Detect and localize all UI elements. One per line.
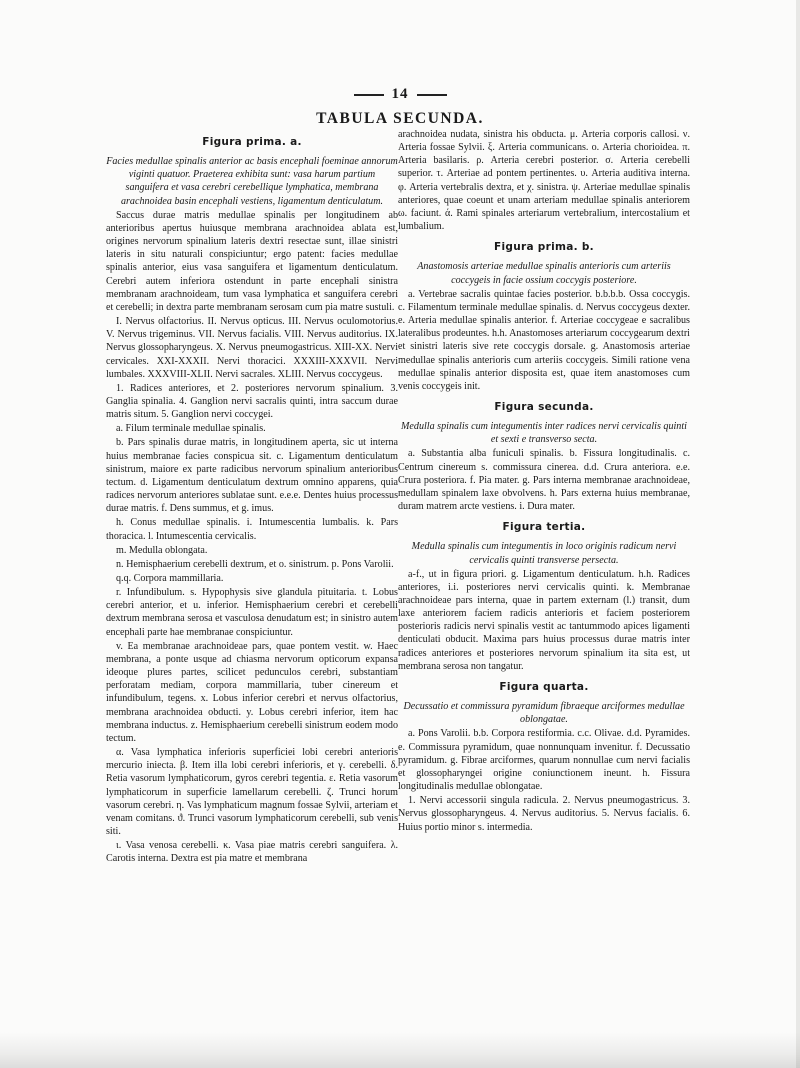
dash-left: [354, 94, 384, 96]
paragraph: α. Vasa lymphatica inferioris superficiei lobi cerebri anterioris mercurio iniecta. β. Item illa lobi cerebri inferioris, et γ. cerebelli. δ. Retia vasorum lymphaticorum, gyros cerebri tegentia. ε. Retia vasorum lymphaticorum in superficie lamellarum cerebelli. ζ. Trunci horum vasorum cerebri. η. Vas lymphaticum magnum fossae Sylvii, arteriam et venam comitans. ϑ. Trunci vasorum lymphaticorum cerebelli, sub venis siti.: [106, 747, 398, 837]
figure-heading: Figura tertia.: [502, 521, 586, 534]
figure-heading: Figura secunda.: [494, 400, 594, 413]
page-number-line: [0, 86, 800, 103]
figure-heading: Figura prima. b.: [494, 241, 594, 254]
paragraph: h. Conus medullae spinalis. i. Intumescentia lumbalis. k. Pars thoracica. l. Intumescentia cervicalis.: [106, 517, 398, 542]
figure-caption: Decussatio et commissura pyramidum fibraeque arciformes medullae oblongatae.: [403, 701, 685, 726]
plate-title: TABULA SECUNDA.: [316, 110, 484, 127]
paragraph: b. Pars spinalis durae matris, in longitudinem aperta, sic ut interna huius membranae facies conspicua sit. c. Ligamentum denticulatum sinistrum, maiore ex parte radicibus nervorum spinalium anterioribus tectum. d. Ligamentum denticulatum dextrum omnino apparens, quia radices nervorum anteriores sublatae sunt. e.e.e. Dentes huius processus durae matris. f. Dens summus, et g. imus.: [106, 437, 398, 515]
paragraph: I. Nervus olfactorius. II. Nervus opticus. III. Nervus oculomotorius. V. Nervus trigeminus. VII. Nervus facialis. VIII. Nervus auditorius. IX. Nervus glossopharyngeus. X. Nervus pneumogastricus. XIII-XX. Nervi cervicales. XXI-XXXII. Nervi thoracici. XXXIII-XXXVII. Nervi lumbales. XXXVIII-XLII. Nervi sacrales. XLIII. Nervus coccygeus.: [106, 316, 398, 380]
figure-caption: Anastomosis arteriae medullae spinalis anterioris cum arteriis coccygeis in facie ossium coccygis posteriore.: [417, 261, 671, 286]
page-number: 14: [391, 86, 409, 102]
page-edge: [796, 0, 800, 1068]
paragraph: a. Filum terminale medullae spinalis.: [116, 423, 266, 435]
figure-caption: Medulla spinalis cum integumentis in loco originis radicum nervi cervicalis quinti transverse persecta.: [411, 541, 677, 566]
paragraph: q.q. Corpora mammillaria.: [116, 573, 224, 584]
left-column: [106, 128, 398, 866]
paragraph: n. Hemisphaerium cerebelli dextrum, et o. sinistrum. p. Pons Varolii.: [116, 558, 394, 570]
paragraph: 1. Radices anteriores, et 2. posteriores nervorum spinalium. 3. Ganglia spinalia. 4. Ganglion nervi sacralis quinti, intra saccum durae matris situm. 5. Ganglion nervi coccygei.: [106, 382, 398, 421]
scan-shadow: [0, 1032, 800, 1068]
paragraph: a-f., ut in figura priori. g. Ligamentum denticulatum. h.h. Radices anteriores, i.i. posteriores nervi cervicalis quinti. k. Membranae arachnoideae pars interna, quae in partem externam (l.) transit, dum laxe anteriorem faciem radicis anterioris et faciem posteriorem posterioris radicis nervi spinalis vestit ac tantummodo apices ligamenti denticulati obducit. Maxima pars huius processus durae matris inter radices anteriores et posteriores nervorum spinalium ita sita est, ut membrana serosa non tangatur.: [398, 568, 690, 672]
figure-heading: Figura quarta.: [499, 680, 589, 693]
paragraph: a. Substantia alba funiculi spinalis. b. Fissura longitudinalis. c. Centrum cinereum s. commissura cinerea. d.d. Crura anteriora. e.e. Crura posteriora. f. Pia mater. g. Pars interna membranae arachnoideae, medullam spinalem laxe obvolvens. h. Pars externa huius membranae, duram matrem arcte vestiens. i. Dura mater.: [398, 448, 690, 513]
paragraph: r. Infundibulum. s. Hypophysis sive glandula pituitaria. t. Lobus cerebri anterior, et u. inferior. Hemisphaerium cerebri et cerebelli dextrum membrana serosa et vasculosa denudatum est; in sinistro autem encephali parte hae membranae conspiciuntur.: [106, 587, 398, 638]
paragraph: ι. Vasa venosa cerebelli. κ. Vasa piae matris cerebri sanguifera. λ. Carotis interna. Dextra est pia matre et membrana: [106, 840, 398, 865]
paragraph: m. Medulla oblongata.: [116, 544, 208, 556]
paragraph: a. Pons Varolii. b.b. Corpora restiformia. c.c. Olivae. d.d. Pyramides. e. Commissura pyramidum, quae nonnunquam invenitur. f. Decussatio pyramidum. g. Fibrae arciformes, quarum nonnullae cum nervi facialis et glossopharyngei origine coniunctionem ineunt. h. Fissura longitudinalis medullae oblongatae.: [398, 728, 690, 793]
right-column: [398, 128, 690, 835]
paragraph: 1. Nervi accessorii singula radicula. 2. Nervus pneumogastricus. 3. Nervus glossopharyngeus. 4. Nervus auditorius. 5. Nervus facialis. 6. Huius portio minor s. intermedia.: [398, 795, 690, 833]
paragraph: arachnoidea nudata, sinistra his obducta. μ. Arteria corporis callosi. ν. Arteria fossae Sylvii. ξ. Arteria communicans. ο. Arteria chorioidea. π. Arteria basilaris. ρ. Arteria cerebri posterior. σ. Arteria cerebelli superior. τ. Arteriae ad pontem pertinentes. υ. Arteria auditiva interna. φ. Arteria vertebralis dextra, et χ. sinistra. ψ. Arteriae medullae spinalis anteriores, quae coeunt et unam arteriam medullae spinalis anteriorem ω. faciunt. ά. Rami spinales arteriarum vertebralium, intercostalium et lumbalium.: [398, 129, 690, 233]
figure-caption: Medulla spinalis cum integumentis inter radices nervi cervicalis quinti et sexti e transverso secta.: [401, 421, 687, 446]
figure-caption: Facies medullae spinalis anterior ac basis encephali foeminae annorum viginti quatuor. Praeterea exhibita sunt: vasa harum partium sanguifera et vasa cerebri cerebellique lymphatica, membrana arachnoidea basin encephali vestiens, ligamentum denticulatum.: [106, 156, 398, 207]
paragraph: a. Vertebrae sacralis quintae facies posterior. b.b.b.b. Ossa coccygis. c. Filamentum terminale medullae spinalis. d. Nervus coccygeus dexter. e. Arteria medullae spinalis anterior. f. Arteriae coccygeae e sacralibus lateralibus prodeuntes. h.h. Anastomoses arteriarum coccygearum dextri et sinistri lateris sive rete coccygis dorsale. g. Anastomosis arteriae medullae spinalis anterioris cum arteriis coccygeis. Simili ratione vena medullae spinalis anterior disposita est, quae item anastomoses cum venis coccygeis init.: [398, 288, 690, 392]
figure-heading: Figura prima. a.: [202, 136, 302, 148]
dash-right: [417, 94, 447, 96]
paragraph: Saccus durae matris medullae spinalis per longitudinem ab anterioribus apertus huiusque membrana arachnoidea ablata est, origines nervorum spinalium lateris dextri resectae sunt, illae sinistri lateris in situ naturali conspiciuntur; ergo patent: facies medullae spinalis anterior, eius vasa sanguifera et ligamentum denticulatum. Cerebri autem inferiora ostendunt in parte encephali sinistra membranam arachnoideam, tum vasa lymphatica et sanguifera cerebri et cerebelli; in dextra parte membranam serosam cum pia matre sustuli.: [106, 209, 398, 313]
paragraph: v. Ea membranae arachnoideae pars, quae pontem vestit. w. Haec membrana, a ponte usque ad chiasma nervorum opticorum expansa ideoque plures partes, scilicet pedunculos cerebri, substantiam perforatam mediam, corpora mammillaria, tuber cinereum et infundibulum, tegens. x. Lobus inferior cerebri et nervus olfactorius, membrana arachnoidea obducti. y. Lobus cerebri inferior, item hac membrana inductus. z. Hemisphaerium cerebelli sinistrum eodem modo tectum.: [106, 640, 398, 744]
